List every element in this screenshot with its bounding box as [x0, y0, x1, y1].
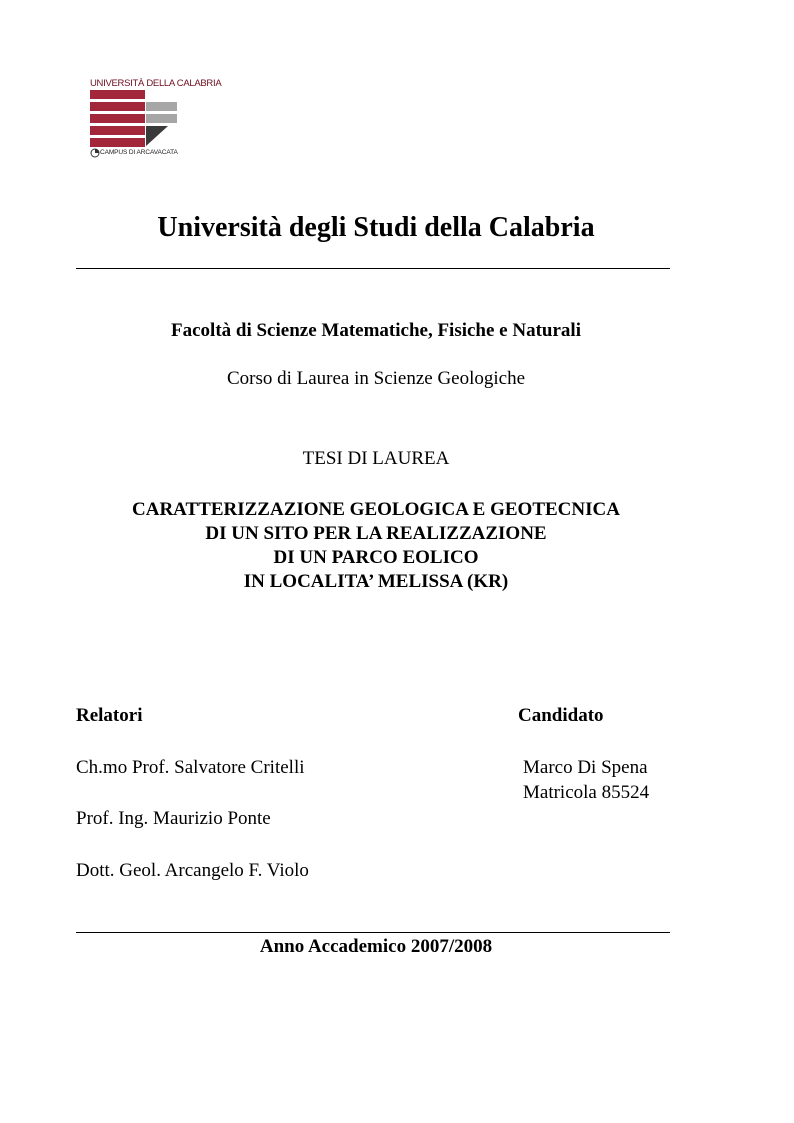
logo-university-name: UNIVERSITÀ DELLA CALABRIA	[90, 78, 222, 89]
supervisor-name: Prof. Ing. Maurizio Ponte	[76, 808, 271, 829]
course-name: Corso di Laurea in Scienze Geologiche	[226, 368, 526, 389]
candidate-label: Candidato	[518, 705, 604, 726]
candidate-name: Marco Di Spena	[523, 757, 648, 778]
university-logo	[88, 76, 248, 162]
thesis-title-line: IN LOCALITA’ MELISSA (KR)	[243, 571, 509, 592]
supervisor-name: Dott. Geol. Arcangelo F. Violo	[76, 860, 309, 881]
logo-campus-name: CAMPUS DI ARCAVACATA	[100, 149, 178, 156]
thesis-title-line: CARATTERIZZAZIONE GEOLOGICA E GEOTECNICA	[132, 499, 620, 520]
thesis-title	[0, 498, 752, 594]
faculty-name: Facoltà di Scienze Matematiche, Fisiche e Naturali	[171, 320, 581, 341]
thesis-type: TESI DI LAUREA	[302, 448, 450, 469]
academic-year: Anno Accademico 2007/2008	[259, 936, 493, 957]
supervisor-name: Ch.mo Prof. Salvatore Critelli	[76, 757, 305, 778]
bottom-divider	[76, 932, 670, 933]
top-divider	[76, 268, 670, 269]
supervisors-label: Relatori	[76, 705, 143, 726]
thesis-title-line: DI UN SITO PER LA REALIZZAZIONE	[205, 523, 547, 544]
university-title: Università degli Studi della Calabria	[157, 212, 595, 243]
thesis-title-line: DI UN PARCO EOLICO	[273, 547, 479, 568]
candidate-matricola: Matricola 85524	[523, 782, 650, 803]
